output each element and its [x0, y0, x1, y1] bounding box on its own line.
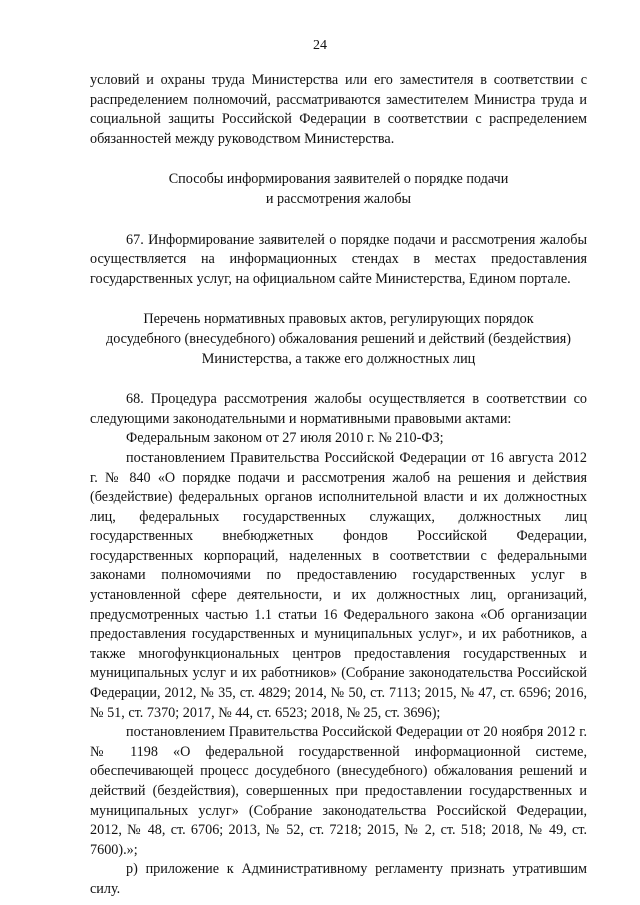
list-item-resolution-1198: постановлением Правительства Российской Федерации от 20 ноября 2012 г. № 1198 «О федеральной государственной информационной системе, обеспечивающей процесс досудебного (внесудебного) обжалования решений и действий (бездействия), совершенных при предоставлении государственных и муниципальных услуг» (Собрание законодательства Российской Федерации, 2012, № 48, ст. 6706; 2013, № 52, ст. 7218; 2015, № 2, ст. 518; 2018, № 49, ст. 7600).»; — [90, 724, 587, 858]
document-body — [90, 71, 587, 900]
section-heading-line: Перечень нормативных правовых актов, регулирующих порядок — [143, 311, 534, 328]
section-heading-line: и рассмотрения жалобы — [265, 190, 412, 207]
page-number: 24 — [313, 38, 327, 53]
list-item-resolution-840: постановлением Правительства Российской Федерации от 16 августа 2012 г. № 840 «О порядке подачи и рассмотрения жалоб на решения и действия (бездействие) федеральных органов исполнительной власти и их должностных лиц, федеральных государственных служащих, должностных лиц государственных внебюджетных фондов Российской Федерации, государственных корпораций, наделенных в соответствии с федеральными законами полномочиями по предоставлению государственных услуг в установленной сфере деятельности, и их должностных лиц, организаций, предусмотренных частью 1.1 статьи 16 Федерального закона «Об организации предоставления государственных и муниципальных услуг», и их работников, а также многофункциональных центров предоставления государственных и муниципальных услуг и их работников» (Собрание законодательства Российской Федерации, 2012, № 35, ст. 4829; 2014, № 50, ст. 7113; 2015, № 47, ст. 6596; 2016, № 51, ст. 7370; 2017, № 44, ст. 6523; 2018, № 25, ст. 3696); — [90, 449, 587, 721]
paragraph-67: 67. Информирование заявителей о порядке подачи и рассмотрения жалобы осуществляется на информационных стендах в местах предоставления государственных услуг, на официальном сайте Министерства, Едином портале. — [90, 231, 587, 287]
section-heading-legal-acts — [90, 310, 587, 369]
paragraph-68: 68. Процедура рассмотрения жалобы осуществляется в соответствии со следующими законодательными и нормативными правовыми актами: — [90, 391, 587, 427]
section-heading-line: Способы информирования заявителей о порядке подачи — [168, 171, 509, 188]
continuation-paragraph: условий и охраны труда Министерства или его заместителя в соответствии с распределением полномочий, рассматриваются заместителем Министра труда и социальной защиты Российской Федерации в соответствии с распределением обязанностей между руководством Министерства. — [90, 72, 587, 147]
section-heading-line: Министерства, а также его должностных лиц — [201, 350, 476, 367]
list-item-p: р) приложение к Административному регламенту признать утратившим силу. — [90, 861, 587, 897]
section-heading-line: досудебного (внесудебного) обжалования решений и действий (бездействия) — [106, 330, 571, 347]
list-item-federal-law: Федеральным законом от 27 июля 2010 г. № 210-ФЗ; — [126, 430, 444, 447]
section-heading-informing — [90, 170, 587, 209]
